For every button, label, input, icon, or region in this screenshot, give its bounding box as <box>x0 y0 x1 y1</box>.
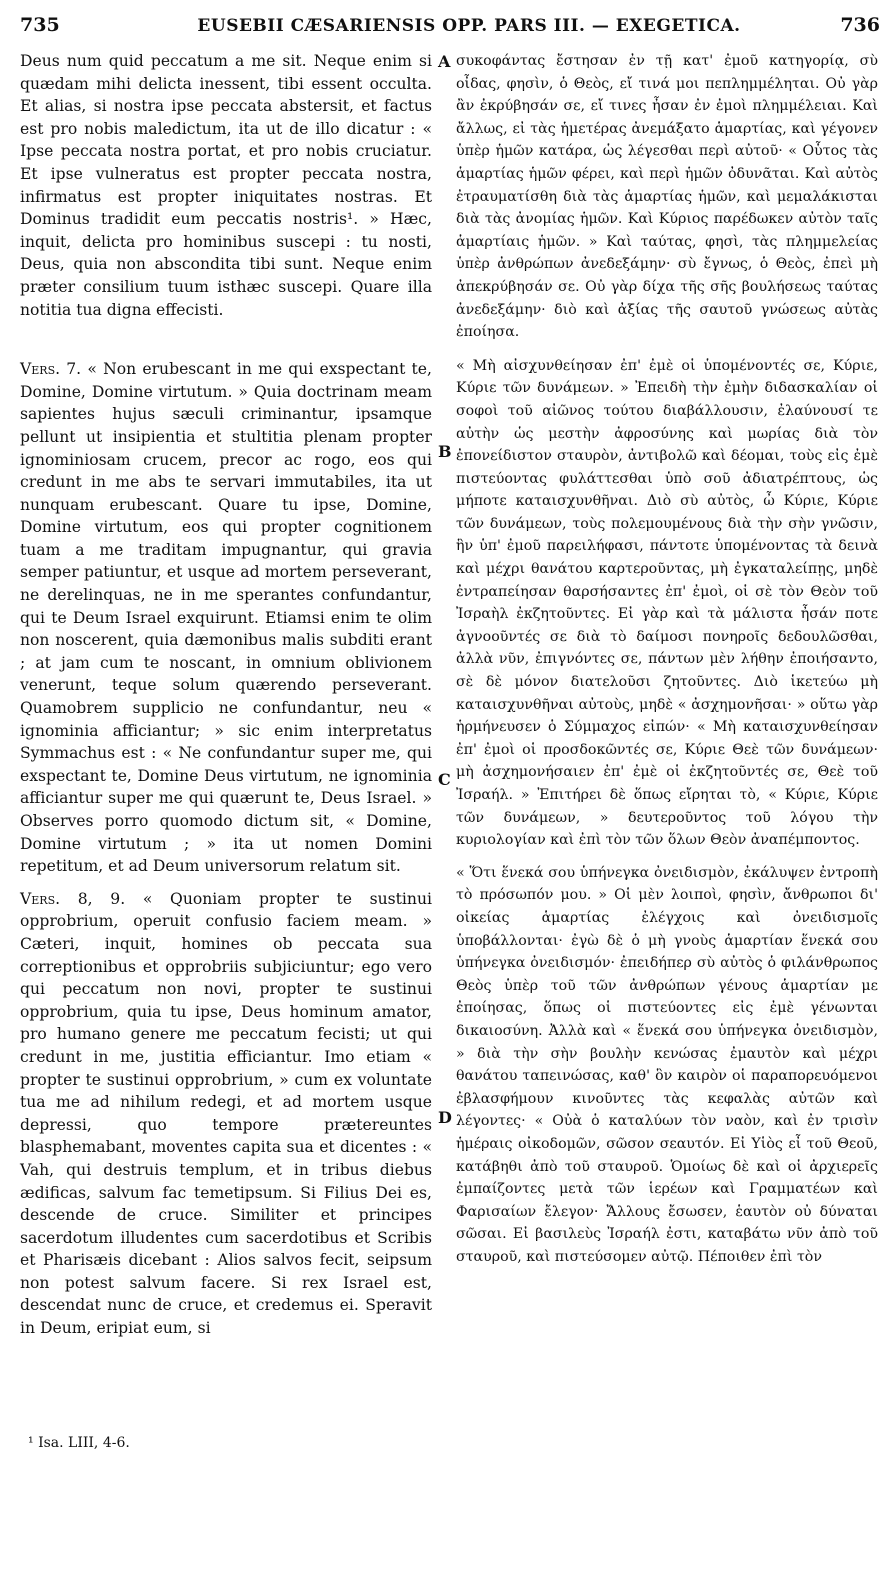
greek-paragraph-3: « Ὅτι ἕνεκά σου ὑπήνεγκα ὀνειδισμὸν, ἐκάλυψεν ἐντροπὴ τὸ πρόσωπόν μου. » Οἱ μὲν λοιποὶ, φησὶν, ἄνθρωποι δι' οἰκείας ἁμαρτίας ἐλέγχοις καὶ ὀνειδισμοῖς ὑποβάλλονται· ἐγὼ δὲ ὁ μὴ γνοὺς ἁμαρτίαν ἕνεκά σου ὑπήνεγκα ὀνειδισμόν· ἐπειδήπερ σὺ αὐτὸς ὁ φιλάνθρωπος Θεὸς ὑπὲρ τοῦ τῶν ἀνθρώπων γένους ἁμαρτίαν με ἐποίησας, ὅπως οἱ πιστεύοντες εἰς ἐμὲ γένωνται δικαιοσύνη. Ἀλλὰ καὶ « ἕνεκά σου ὑπήνεγκα ὀνειδισμὸν, » διὰ τὴν σὴν βουλὴν κενώσας ἐμαυτὸν καὶ μέχρι θανάτου ταπεινώσας, καθ' ὃν καιρὸν οἱ παραπορευόμενοι ἐβλασφήμουν κινοῦντες τὰς κεφαλὰς αὐτῶν καὶ λέγοντες· « Οὐὰ ὁ καταλύων τὸν ναὸν, καὶ ἐν τρισὶν ἡμέραις οἰκοδομῶν, σῶσον σεαυτόν. Εἰ Υἱὸς εἶ τοῦ Θεοῦ, κατάβηθι ἀπὸ τοῦ σταυροῦ. Ὁμοίως δὲ καὶ οἱ ἀρχιερεῖς ἐμπαίζοντες μετὰ τῶν ἱερέων καὶ Γραμματέων καὶ Φαρισαίων ἔλεγον· Ἄλλους ἔσωσεν, ἑαυτὸν οὐ δύναται σῶσαι. Εἰ βασιλεὺς Ἰσραήλ ἐστι, καταβάτω νῦν ἀπὸ τοῦ σταυροῦ, καὶ πιστεύσομεν αὐτῷ. Πέποιθεν ἐπὶ τὸν <box>456 864 878 1265</box>
verse-label-8-9: Vers. 8, 9. <box>20 889 126 908</box>
page-number-left: 735 <box>20 14 60 36</box>
latin-paragraph-3 <box>20 888 432 1340</box>
margin-marker-c: C <box>438 770 451 789</box>
page-number-right: 736 <box>840 14 880 36</box>
latin-paragraph-3-text: « Quoniam propter te sustinui opprobrium, operuit confusio faciem meam. » Cæteri, inquit, homines ob peccata sua correptionibus et opprobriis subjiciuntur; ego vero qui peccatum non novi, propter te sustinui opprobrium, quia tu ipse, Deus hominum amator, pro humano genere me peccatum fecisti; ut qui credunt in me, justitia efficiantur. Imo etiam « propter te sustinui opprobrium, » cum ex voluntate tua me ad nihilum redegi, et ad mortem usque depressi, quo tempore prætereuntes blasphemabant, moventes capita sua et dicentes : « Vah, qui destruis templum, et in tribus diebus ædificas, salvum fac temetipsum. Si Filius Dei es, descende de cruce. Similiter et principes sacerdotum illudentes cum sacerdotibus et Scribis et Pharisæis dicebant : Alios salvos fecit, seipsum non potest salvum facere. Si rex Israel est, descendat nunc de cruce, et credemus ei. Speravit in Deum, eripiat eum, si <box>20 889 432 1338</box>
page-header <box>18 10 880 38</box>
latin-paragraph-1: Deus num quid peccatum a me sit. Neque enim si quædam mihi delicta inessent, tibi essent occulta. Et alias, si nostra ipse peccata abstersit, et factus est pro nobis maledictum, ita ut de illo dicatur : « Ipse peccata nostra portat, et pro nobis cruciatur. Et ipse vulneratus est propter peccata nostra, infirmatus est propter iniquitates nostras. Et Dominus tradidit eum peccatis nostris¹. » Hæc, inquit, delicta pro hominibus suscepi : tu nosti, Deus, quia non abscondita tibi sunt. Neque enim præter consilium tuum isthæc suscepi. Quare illa notitia tua digna effecisti. <box>20 52 432 319</box>
latin-column <box>20 50 432 1340</box>
greek-column <box>456 50 878 1268</box>
greek-paragraph-2: « Μὴ αἰσχυνθείησαν ἐπ' ἐμὲ οἱ ὑπομένοντές σε, Κύριε, Κύριε τῶν δυνάμεων. » Ἐπειδὴ τὴν ἐμὴν διδασκαλίαν οἱ σοφοὶ τοῦ αἰῶνος τούτου διαβάλλουσιν, ἐλαύνουσί τε αὐτὴν ὡς μεστὴν ἀφροσύνης καὶ μωρίας διὰ τὸν ἐπονείδιστον σταυρὸν, ἀντιβολῶ καὶ δέομαι, τοὺς εἰς ἐμὲ πιστεύοντας φυλάττεσθαι ὑπὸ σοῦ ἀδιατρέπτους, ὡς μήποτε καταισχυνθῆναι. Διὸ σὺ αὐτὸς, ὦ Κύριε, Κύριε τῶν δυνάμεων, τοὺς πολεμουμένους διὰ τὴν σὴν γνῶσιν, ἣν ὑπ' ἐμοῦ παρειλήφασι, πάντοτε ὑπομένοντας τὰ δεινὰ καὶ μέχρι θανάτου καρτεροῦντας, μὴ ἐγκαταλείπῃς, μηδὲ ἐντραπείησαν θαρσήσαντες ἐπ' ἐμοὶ, οἱ σὲ τὸν Θεὸν τοῦ Ἰσραὴλ ἐκζητοῦντες. Εἰ γὰρ καὶ τὰ μάλιστα ἦσάν ποτε ἀγνοοῦντές σε διὰ τὸ δαίμοσι πονηροῖς δεδουλῶσθαι, ἀλλὰ νῦν, ἐπιγνόντες σε, πάντων μὲν λήθην ἐποιήσαντο, σὲ δὲ μόνον διατελοῦσι ζητοῦντες. Διὸ ἱκετεύω μὴ καταισχυνθῆναι αὐτοὺς, μηδὲ « ἀσχημονῆσαι· » οὕτω γὰρ ἡρμήνευσεν ὁ Σύμμαχος εἰπών· « Μὴ καταισχυνθείησαν ἐπ' ἐμοὶ οἱ προσδοκῶντές σε, Κύριε Θεὲ τῶν δυνάμεων· μὴ ἀσχημονήσαιεν ἐπ' ἐμὲ οἱ ἐκζητοῦντές σε, Θεὲ τοῦ Ἰσραήλ. » Ἐπιτήρει δὲ ὅπως εἴρηται τὸ, « Κύριε, Κύριε τῶν δυνάμεων, » δευτεροῦντος τοῦ λόγου τὴν κυριολογίαν καὶ ἐπὶ τὸν τῶν ὅλων Θεὸν ἀναπέμποντος. <box>456 357 878 849</box>
margin-marker-b: B <box>438 442 452 461</box>
footnote: ¹ Isa. LIII, 4-6. <box>28 1435 130 1451</box>
greek-paragraph-1: συκοφάντας ἔστησαν ἐν τῇ κατ' ἐμοῦ κατηγορίᾳ, σὺ οἶδας, φησὶν, ὁ Θεὸς, εἴ τινά μοι πεπλημμέληται. Οὐ γὰρ ἂν ἐκρύβησάν σε, εἴ τινες ἦσαν ἐν ἐμοὶ πλημμέλειαι. Καὶ ἄλλως, εἰ τὰς ἡμετέρας ἀνεμάξατο ἁμαρτίας, καὶ γέγονεν ὑπὲρ ἡμῶν κατάρα, ὡς λέγεσθαι περὶ αὐτοῦ· « Οὗτος τὰς ἁμαρτίας ἡμῶν φέρει, καὶ περὶ ἡμῶν ὀδυνᾶται. Καὶ αὐτὸς ἐτραυματίσθη διὰ τὰς ἁμαρτίας ἡμῶν, καὶ μεμαλάκισται διὰ τὰς ἀνομίας ἡμῶν. Καὶ Κύριος παρέδωκεν αὐτὸν ταῖς ἁμαρτίαις ἡμῶν. » Καὶ ταύτας, φησὶ, τὰς πλημμελείας ὑπὲρ ἀνθρώπων ἀνεδεξάμην· σὺ ἔγνως, ὁ Θεὸς, ἐπεὶ μὴ ἀπεκρύβησάν σε. Οὐ γὰρ δίχα τῆς σῆς βουλήσεως ταύτας ἀνεδεξάμην· διὸ καὶ ἀξίας τῆς σαυτοῦ γνώσεως αὐτὰς ἐποίησα. <box>456 53 878 341</box>
margin-marker-d: D <box>438 1108 452 1127</box>
running-title: EUSEBII CÆSARIENSIS OPP. PARS III. — EXEGETICA. <box>197 16 741 36</box>
latin-paragraph-2-text: « Non erubescant in me qui exspectant te, Domine, Domine virtutum. » Quia doctrinam meam sapientes hujus sæculi criminantur, ipsamque pellunt ut insipientia et stultitia plenam propter ignominiosam crucem, precor ac rogo, eos qui credunt in me abs te servari immutabiles, ita ut nunquam erubescant. Quare tu ipse, Domine, Domine virtutum, eos qui propter cognitionem tuam a me traditam impugnantur, qui gravia semper patiuntur, et usque ad mortem perseverant, ne derelinquas, ne in me sperantes confundantur, qui te Deum Israel exquirunt. Etiamsi enim te olim non noscerent, quia dæmonibus malis subditi erant ; at jam cum te noscant, in omnium oblivionem venerunt, teque solum quærendo perseverant. Quamobrem supplicio ne confundantur, neu « ignominia afficiantur; » sic enim interpretatus Symmachus est : « Ne confundantur super me, qui exspectant te, Domine Deus virtutum, ne ignominia afficiantur super me qui quærunt te, Deus Israel. » Observes porro quomodo dictum sit, « Domine, Domine virtutum ; » ita ut nomen Domini repetitum, et ad Deum universorum relatum sit. <box>20 360 432 876</box>
margin-marker-a: A <box>438 52 451 71</box>
latin-paragraph-2 <box>20 358 432 878</box>
verse-label-7: Vers. 7. <box>20 360 82 379</box>
